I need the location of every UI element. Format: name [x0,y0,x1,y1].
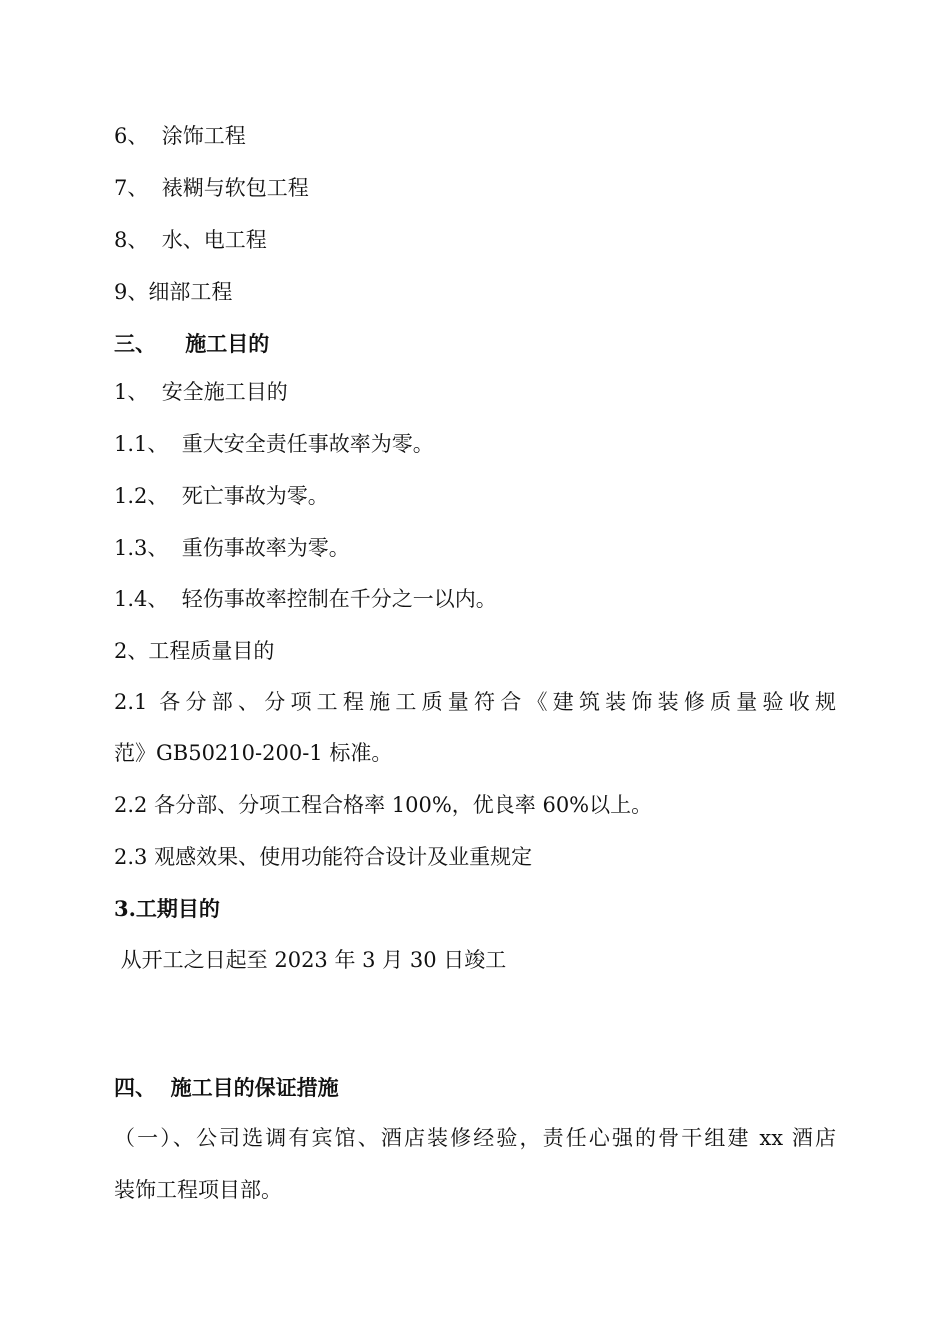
section-heading-4: 四、 施工目的保证措施 [114,1075,339,1100]
subsection-title-safety: 1、 安全施工目的 [114,380,288,404]
list-item: 1.3、 重伤事故率为零。 [114,536,350,560]
list-item: 1.1、 重大安全责任事故率为零。 [114,432,434,456]
list-item: 1.4、 轻伤事故率控制在千分之一以内。 [114,587,497,611]
paragraph-line: 从开工之日起至 2023 年 3 月 30 日竣工 [114,948,507,972]
section-heading-3: 三、 施工目的 [114,331,270,356]
list-item: 6、 涂饰工程 [114,124,246,148]
list-item: 8、 水、电工程 [114,228,267,252]
subsection-title-quality: 2、工程质量目的 [114,639,275,663]
list-item: 7、 裱糊与软包工程 [114,176,309,200]
list-item: 9、细部工程 [114,280,233,304]
paragraph-line: 范》GB50210-200-1 标准。 [114,741,393,765]
subsection-title-schedule: 3.工期目的 [114,896,220,921]
list-item: 2.2 各分部、分项工程合格率 100%，优良率 60%以上。 [114,793,653,817]
list-item: 1.2、 死亡事故为零。 [114,484,329,508]
paragraph-line: （一）、公司选调有宾馆、酒店装修经验，责任心强的骨干组建 xx 酒店 [114,1126,836,1150]
paragraph-line: 装饰工程项目部。 [114,1178,282,1202]
list-item: 2.3 观感效果、使用功能符合设计及业重规定 [114,845,533,869]
paragraph-line: 2.1 各分部、分项工程施工质量符合《建筑装饰装修质量验收规 [114,690,836,714]
